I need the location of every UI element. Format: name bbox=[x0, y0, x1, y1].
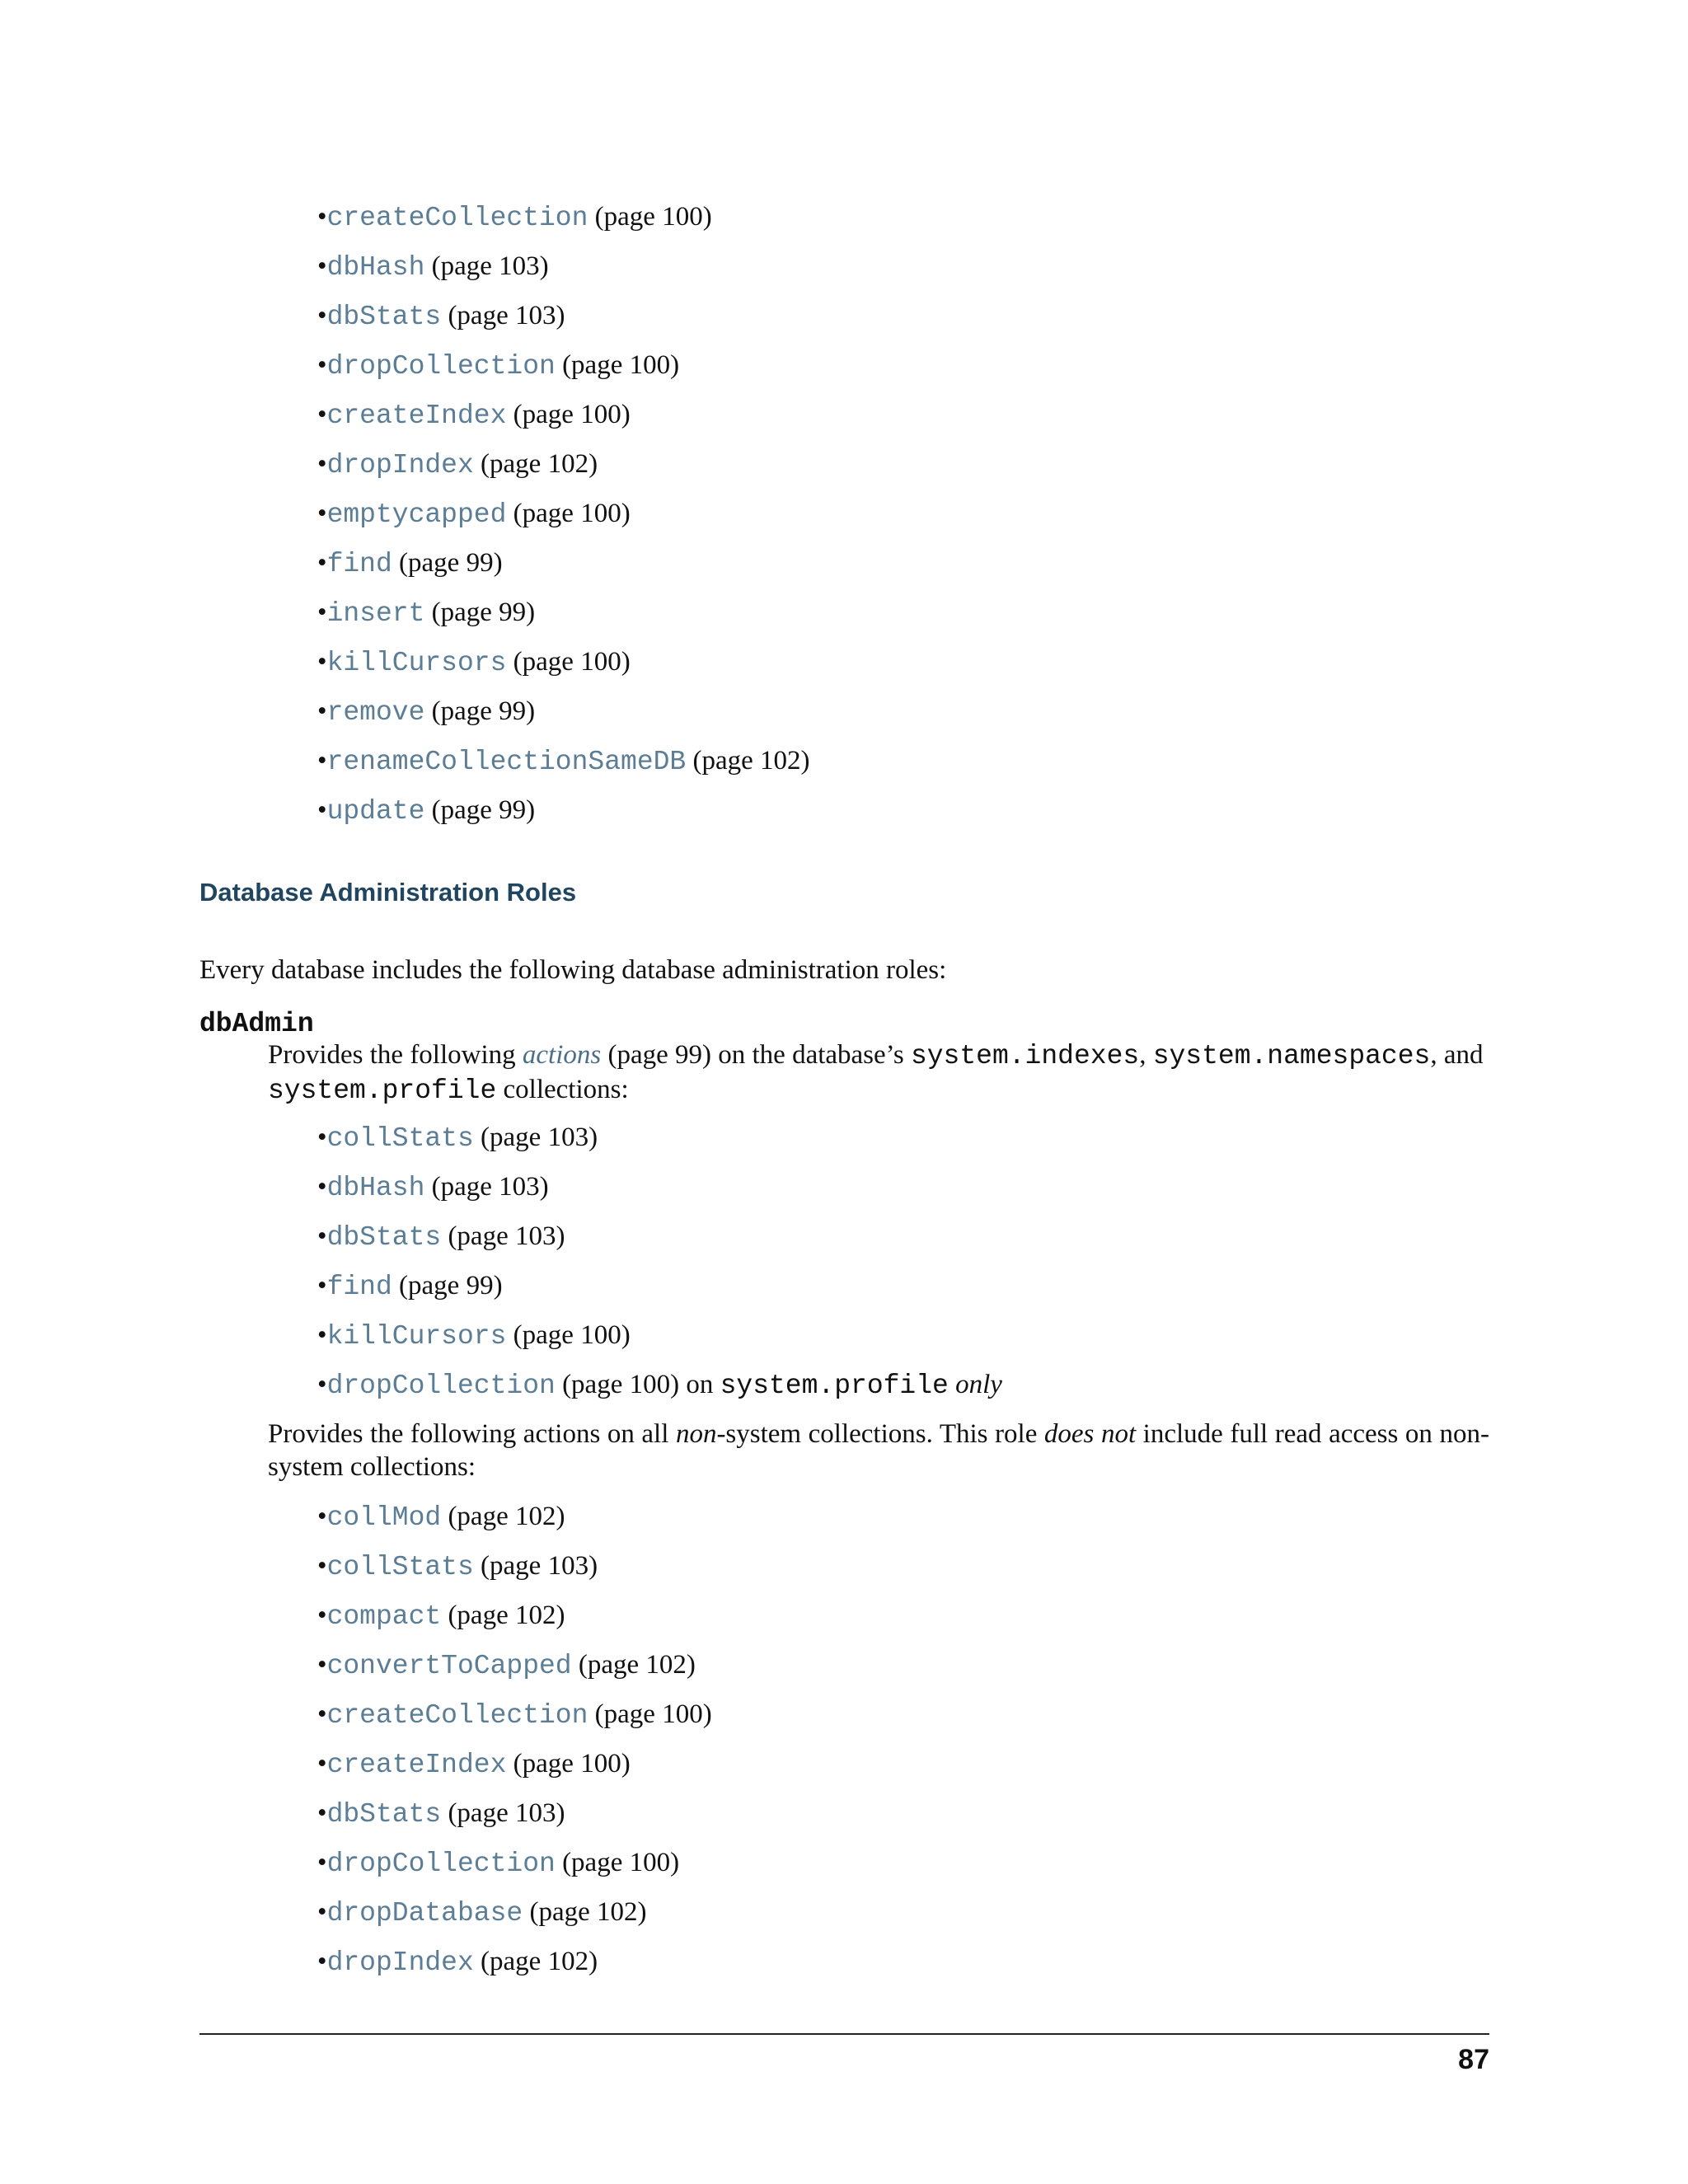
list-item bbox=[317, 1788, 712, 1838]
action-link[interactable]: dbStats bbox=[326, 302, 442, 332]
only-text: only bbox=[955, 1370, 1002, 1399]
on-text: on bbox=[679, 1370, 720, 1399]
page-ref: (page 102) bbox=[481, 449, 598, 479]
action-link[interactable]: dbHash bbox=[326, 1173, 425, 1203]
page-ref: (page 100) bbox=[513, 499, 631, 528]
list-item bbox=[317, 1739, 712, 1788]
action-link[interactable]: createCollection bbox=[326, 1700, 588, 1731]
code-text: system.profile bbox=[268, 1076, 497, 1106]
role-name: dbAdmin bbox=[199, 1009, 314, 1039]
actions-link[interactable]: actions bbox=[522, 1040, 602, 1070]
page-ref: (page 99) bbox=[399, 548, 503, 578]
action-link[interactable]: dropCollection bbox=[326, 1371, 556, 1401]
section-heading: Database Administration Roles bbox=[199, 878, 577, 907]
action-link[interactable]: createCollection bbox=[326, 203, 588, 233]
action-link[interactable]: dropCollection bbox=[326, 351, 556, 382]
action-link[interactable]: killCursors bbox=[326, 1321, 507, 1352]
page-ref: (page 100) bbox=[562, 1370, 680, 1399]
action-link[interactable]: collStats bbox=[326, 1552, 474, 1582]
emphasis-text: does not bbox=[1043, 1419, 1137, 1449]
page-ref: (page 103) bbox=[448, 301, 565, 330]
action-link[interactable]: dropIndex bbox=[326, 1947, 474, 1978]
para-text: , bbox=[1139, 1040, 1153, 1070]
page-ref: (page 100) bbox=[562, 350, 680, 380]
action-link[interactable]: dropDatabase bbox=[326, 1898, 523, 1929]
para-text: -system collections. This role bbox=[716, 1419, 1044, 1449]
list-item bbox=[317, 1541, 712, 1591]
action-link[interactable]: killCursors bbox=[326, 648, 507, 678]
action-link[interactable]: collMod bbox=[326, 1502, 442, 1533]
page-ref: (page 100) bbox=[513, 647, 631, 677]
page-ref: (page 99) bbox=[431, 795, 536, 825]
para-text: collections: bbox=[496, 1075, 629, 1104]
action-link[interactable]: compact bbox=[326, 1601, 442, 1632]
page-ref: (page 102) bbox=[448, 1601, 565, 1630]
list-item bbox=[317, 1591, 712, 1640]
action-link[interactable]: renameCollectionSameDB bbox=[326, 747, 687, 777]
dbadmin-system-action-list bbox=[317, 1113, 1002, 1409]
page-ref: (page 99) bbox=[399, 1271, 503, 1301]
para-text: Provides the following actions on all bbox=[268, 1419, 676, 1449]
section-intro: Every database includes the following database administration roles: bbox=[199, 955, 947, 985]
action-link[interactable]: createIndex bbox=[326, 1750, 507, 1780]
page-ref: (page 102) bbox=[448, 1502, 565, 1531]
action-link[interactable]: find bbox=[326, 549, 392, 579]
page-ref: (page 100) bbox=[513, 400, 631, 429]
action-link[interactable]: collStats bbox=[326, 1123, 474, 1154]
page-ref: (page 102) bbox=[692, 746, 810, 776]
page-ref: (page 103) bbox=[431, 251, 549, 281]
action-link[interactable]: remove bbox=[326, 697, 425, 728]
para-text: include full read access on non-system collections: bbox=[268, 1419, 1489, 1482]
list-item bbox=[317, 1838, 712, 1887]
list-item bbox=[317, 390, 810, 439]
list-item bbox=[317, 1113, 1002, 1162]
list-item bbox=[317, 340, 810, 390]
list-item bbox=[317, 1212, 1002, 1261]
page-ref: (page 102) bbox=[481, 1947, 598, 1976]
para-text: (page 99) on the database’s bbox=[601, 1040, 911, 1070]
list-item bbox=[317, 1310, 1002, 1360]
page-ref: (page 99) bbox=[431, 696, 536, 726]
page-number: 87 bbox=[1458, 2044, 1489, 2075]
page-ref: (page 100) bbox=[513, 1749, 631, 1779]
code-text: system.indexes bbox=[910, 1041, 1140, 1071]
para-text: Provides the following bbox=[268, 1040, 523, 1070]
page-ref: (page 103) bbox=[431, 1172, 549, 1202]
role-description-1 bbox=[268, 1038, 1489, 1108]
dbadmin-nonsystem-action-list bbox=[317, 1492, 712, 1986]
action-link[interactable]: find bbox=[326, 1272, 392, 1302]
code-text: system.namespaces bbox=[1152, 1041, 1431, 1071]
list-item bbox=[317, 687, 810, 736]
action-link[interactable]: dropCollection bbox=[326, 1849, 556, 1879]
role-description-2 bbox=[268, 1418, 1489, 1483]
list-item bbox=[317, 291, 810, 340]
action-link[interactable]: insert bbox=[326, 598, 425, 629]
list-item bbox=[317, 241, 810, 291]
list-item bbox=[317, 736, 810, 785]
action-link[interactable]: dropIndex bbox=[326, 450, 474, 480]
action-link[interactable]: dbStats bbox=[326, 1222, 442, 1253]
list-item bbox=[317, 1261, 1002, 1310]
list-item bbox=[317, 1887, 712, 1937]
list-item bbox=[317, 538, 810, 588]
action-link[interactable]: convertToCapped bbox=[326, 1651, 572, 1681]
list-item bbox=[317, 1492, 712, 1541]
para-text: , and bbox=[1430, 1040, 1484, 1070]
list-item bbox=[317, 489, 810, 538]
list-item bbox=[317, 1937, 712, 1986]
page-ref: (page 100) bbox=[594, 202, 712, 232]
top-action-list bbox=[317, 192, 810, 835]
action-link[interactable]: dbHash bbox=[326, 252, 425, 283]
list-item bbox=[317, 588, 810, 637]
page-ref: (page 99) bbox=[431, 598, 536, 627]
emphasis-text: non bbox=[675, 1419, 717, 1449]
action-link[interactable]: createIndex bbox=[326, 401, 507, 431]
page-ref: (page 103) bbox=[481, 1551, 598, 1581]
page-ref: (page 103) bbox=[481, 1122, 598, 1152]
list-item bbox=[317, 785, 810, 835]
list-item bbox=[317, 439, 810, 489]
page-ref: (page 100) bbox=[562, 1848, 680, 1877]
list-item bbox=[317, 1640, 712, 1690]
list-item bbox=[317, 1360, 1002, 1409]
page-ref: (page 103) bbox=[448, 1798, 565, 1828]
action-link[interactable]: dbStats bbox=[326, 1799, 442, 1830]
list-item bbox=[317, 1690, 712, 1739]
page-ref: (page 100) bbox=[513, 1320, 631, 1350]
footer-rule bbox=[199, 2033, 1489, 2035]
page-ref: (page 100) bbox=[594, 1699, 712, 1729]
action-link[interactable]: update bbox=[326, 796, 425, 827]
list-item bbox=[317, 1162, 1002, 1212]
page-ref: (page 102) bbox=[529, 1897, 647, 1927]
list-item bbox=[317, 637, 810, 687]
page-ref: (page 102) bbox=[578, 1650, 696, 1680]
list-item bbox=[317, 192, 810, 241]
page-ref: (page 103) bbox=[448, 1221, 565, 1251]
code-text: system.profile bbox=[720, 1371, 949, 1401]
action-link[interactable]: emptycapped bbox=[326, 499, 507, 530]
